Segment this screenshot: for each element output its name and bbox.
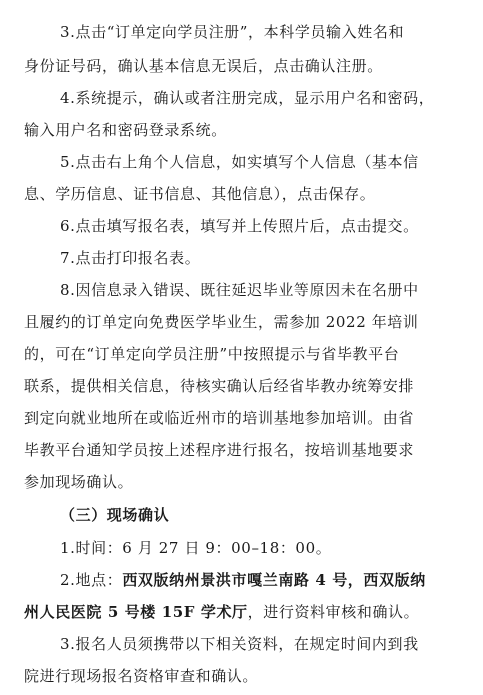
location-address: 西双版纳州景洪市嘎兰南路 4 号，西双版纳 — [122, 571, 426, 589]
text-line — [24, 602, 419, 622]
text-line: 且履约的订单定向免费医学毕业生，需参加 2022 年培训 — [24, 313, 419, 331]
text-line: 3.报名人员须携带以下相关资料，在规定时间内到我 — [60, 635, 419, 653]
section-heading: （三）现场确认 — [60, 506, 170, 524]
location-label: 2.地点： — [60, 571, 123, 589]
text-line: 6.点击填写报名表，填写并上传照片后，点击提交。 — [60, 217, 419, 235]
text-line: 息、学历信息、证书信息、其他信息），点击保存。 — [24, 185, 376, 203]
text-line: 参加现场确认。 — [24, 473, 134, 491]
text-line: 5.点击右上角个人信息，如实填写个人信息（基本信 — [60, 153, 419, 171]
text-line: 联系，提供相关信息，待核实确认后经省毕教办统筹安排 — [24, 377, 415, 395]
text-line: 1.时间：6 月 27 日 9：00–18：00。 — [60, 539, 332, 557]
location-rest: ，进行资料审核和确认。 — [247, 603, 420, 621]
text-line: 到定向就业地所在或临近州市的培训基地参加培训。由省 — [24, 409, 415, 427]
text-line: 的，可在“订单定向学员注册”中按照提示与省毕教平台 — [24, 345, 400, 363]
text-line: 7.点击打印报名表。 — [60, 249, 201, 267]
text-line: 4.系统提示，确认或者注册完成，显示用户名和密码， — [60, 89, 435, 107]
text-line: 毕教平台通知学员按上述程序进行报名，按培训基地要求 — [24, 441, 415, 459]
location-venue: 州人民医院 5 号楼 15F 学术厅 — [24, 603, 248, 621]
text-line — [60, 570, 426, 590]
text-line: 院进行现场报名资格审查和确认。 — [24, 667, 259, 685]
text-line: 身份证号码，确认基本信息无误后，点击确认注册。 — [24, 57, 383, 75]
text-line: 3.点击“订单定向学员注册”，本科学员输入姓名和 — [60, 23, 405, 41]
text-line: 输入用户名和密码登录系统。 — [24, 121, 227, 139]
text-line: 8.因信息录入错误、既往延迟毕业等原因未在名册中 — [60, 281, 419, 299]
